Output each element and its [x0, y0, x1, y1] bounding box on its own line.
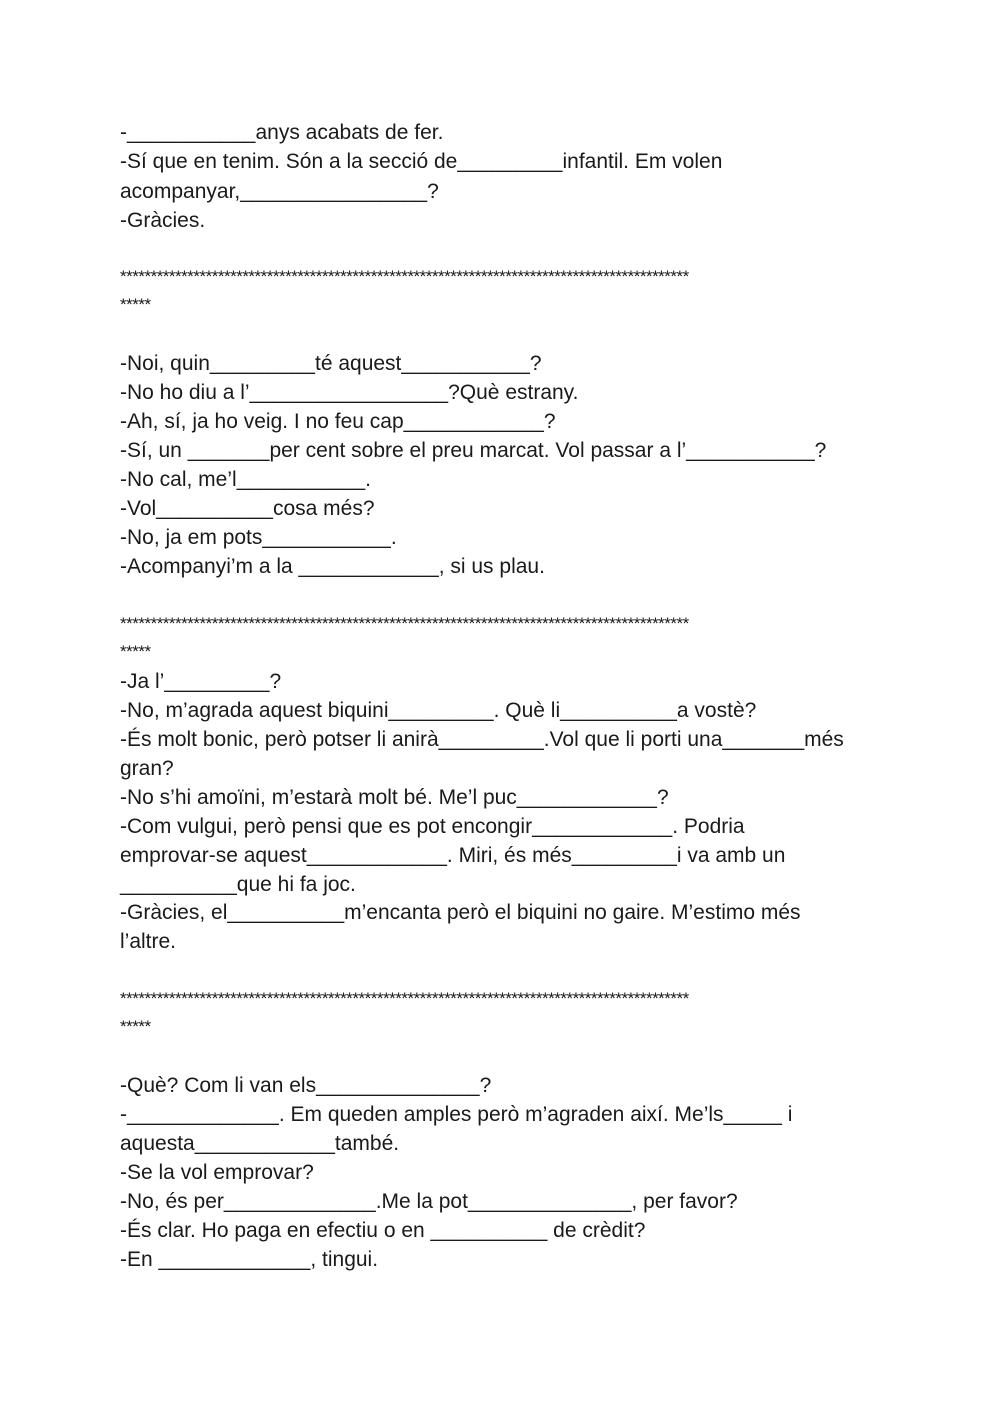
dialogue-line: -___________anys acabats de fer. — [120, 121, 444, 144]
dialogue-line: __________que hi fa joc. — [120, 873, 356, 896]
dialogue-line: emprovar-se aquest____________. Miri, és més_________i va amb un — [120, 844, 786, 867]
dialogue-line: l’altre. — [120, 930, 177, 953]
dialogue-line: acompanyar,________________? — [120, 180, 439, 203]
dialogue-line: -Com vulgui, però pensi que es pot encongir____________. Podria — [120, 815, 745, 838]
dialogue-line: -No, ja em pots___________. — [120, 526, 397, 549]
dialogue-line: -No ho diu a l’_________________?Què estrany. — [120, 381, 579, 404]
dialogue-line: -És molt bonic, però potser li anirà_________.Vol que li porti una_______més — [120, 728, 844, 751]
separator-stars-end: ***** — [120, 295, 151, 314]
dialogue-line: -_____________. Em queden amples però m’agraden així. Me’ls_____ i — [120, 1103, 793, 1126]
separator-stars: ********************************************************************************************* — [120, 267, 689, 286]
separator-stars-end: ***** — [120, 1017, 151, 1036]
dialogue-line: -Què? Com li van els______________? — [120, 1074, 492, 1097]
dialogue-line: -És clar. Ho paga en efectiu o en __________ de crèdit? — [120, 1219, 646, 1242]
separator-stars-end: ***** — [120, 642, 151, 661]
dialogue-line: aquesta____________també. — [120, 1132, 400, 1155]
separator-stars: ********************************************************************************************* — [120, 989, 689, 1008]
dialogue-line: -Gràcies, el__________m’encanta però el biquini no gaire. M’estimo més — [120, 901, 801, 924]
dialogue-line: -Acompanyi’m a la ____________, si us plau. — [120, 555, 545, 578]
dialogue-line: -Sí, un _______per cent sobre el preu marcat. Vol passar a l’___________? — [120, 439, 827, 462]
dialogue-line: -Noi, quin_________té aquest___________? — [120, 352, 542, 375]
dialogue-line: gran? — [120, 757, 174, 780]
dialogue-line: -En _____________, tingui. — [120, 1248, 379, 1271]
dialogue-line: -No cal, me’l___________. — [120, 468, 371, 491]
dialogue-line: -Se la vol emprovar? — [120, 1161, 314, 1184]
dialogue-line: -Vol__________cosa més? — [120, 497, 375, 520]
dialogue-line: -Gràcies. — [120, 209, 206, 232]
dialogue-line: -No s’hi amoïni, m’estarà molt bé. Me’l puc____________? — [120, 786, 669, 809]
dialogue-line: -No, és per_____________.Me la pot______________, per favor? — [120, 1190, 738, 1213]
dialogue-line: -No, m’agrada aquest biquini_________. Què li__________a vostè? — [120, 699, 757, 722]
dialogue-line: -Sí que en tenim. Són a la secció de_________infantil. Em volen — [120, 150, 723, 173]
dialogue-line: -Ja l’_________? — [120, 670, 282, 693]
separator-stars: ********************************************************************************************* — [120, 614, 689, 633]
dialogue-line: -Ah, sí, ja ho veig. I no feu cap____________? — [120, 410, 556, 433]
